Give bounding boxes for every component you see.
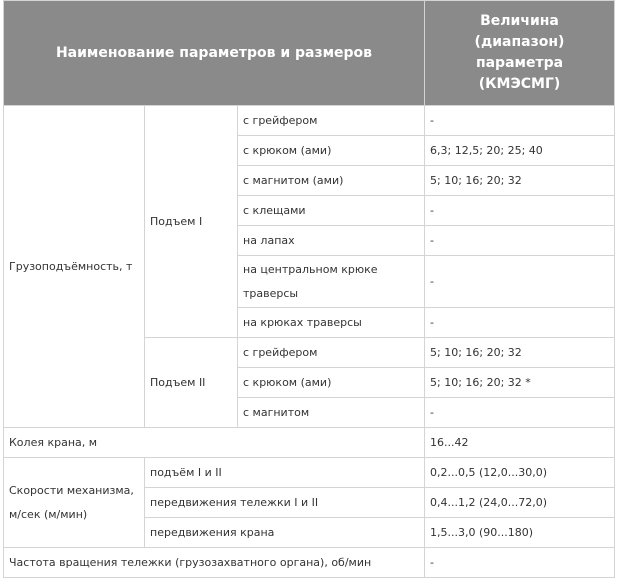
- track-label: Колея крана, м: [4, 428, 425, 458]
- crane-parameters-table: [3, 0, 615, 578]
- column-header-value-line: (диапазон): [474, 34, 565, 50]
- lift1-mode: на крюках траверсы: [238, 308, 425, 338]
- lift1-value: -: [425, 308, 615, 338]
- table-row: [4, 548, 615, 578]
- table-header-row: [4, 1, 615, 106]
- column-header-value: [425, 1, 615, 106]
- lift1-mode: с грейфером: [238, 106, 425, 136]
- speed-value: 1,5...3,0 (90...180): [425, 518, 615, 548]
- lift1-mode: с клещами: [238, 196, 425, 226]
- lift1-mode: с магнитом (ами): [238, 166, 425, 196]
- lift1-value: -: [425, 226, 615, 256]
- lift2-value: 5; 10; 16; 20; 32 *: [425, 368, 615, 398]
- lift1-mode: с крюком (ами): [238, 136, 425, 166]
- lift1-label: Подъем I: [145, 106, 238, 338]
- lift2-mode: с магнитом: [238, 398, 425, 428]
- column-header-value-line: (КМЭСМГ): [478, 76, 561, 92]
- lift2-value: -: [425, 398, 615, 428]
- lift2-value: 5; 10; 16; 20; 32: [425, 338, 615, 368]
- speed-name: передвижения тележки I и II: [145, 488, 425, 518]
- capacity-label: Грузоподъёмность, т: [4, 106, 145, 428]
- column-header-value-line: параметра: [475, 55, 564, 71]
- speed-value: 0,4...1,2 (24,0...72,0): [425, 488, 615, 518]
- speeds-label: Скорости механизма, м/сек (м/мин): [4, 458, 145, 548]
- column-header-name: Наименование параметров и размеров: [4, 1, 425, 106]
- lift1-value: -: [425, 106, 615, 136]
- table-row: [4, 106, 615, 136]
- lift2-label: Подъем II: [145, 338, 238, 428]
- lift2-mode: с крюком (ами): [238, 368, 425, 398]
- lift1-mode: на лапах: [238, 226, 425, 256]
- column-header-value-line: Величина: [480, 13, 559, 29]
- lift1-value: -: [425, 196, 615, 226]
- rotation-label: Частота вращения тележки (грузозахватного органа), об/мин: [4, 548, 425, 578]
- lift1-mode: на центральном крюке траверсы: [238, 256, 425, 308]
- lift2-mode: с грейфером: [238, 338, 425, 368]
- lift1-value: 5; 10; 16; 20; 32: [425, 166, 615, 196]
- table-row: [4, 428, 615, 458]
- speed-name: подъём I и II: [145, 458, 425, 488]
- track-value: 16...42: [425, 428, 615, 458]
- lift1-value: 6,3; 12,5; 20; 25; 40: [425, 136, 615, 166]
- rotation-value: -: [425, 548, 615, 578]
- lift1-value: -: [425, 256, 615, 308]
- speed-name: передвижения крана: [145, 518, 425, 548]
- table-row: [4, 458, 615, 488]
- speed-value: 0,2...0,5 (12,0...30,0): [425, 458, 615, 488]
